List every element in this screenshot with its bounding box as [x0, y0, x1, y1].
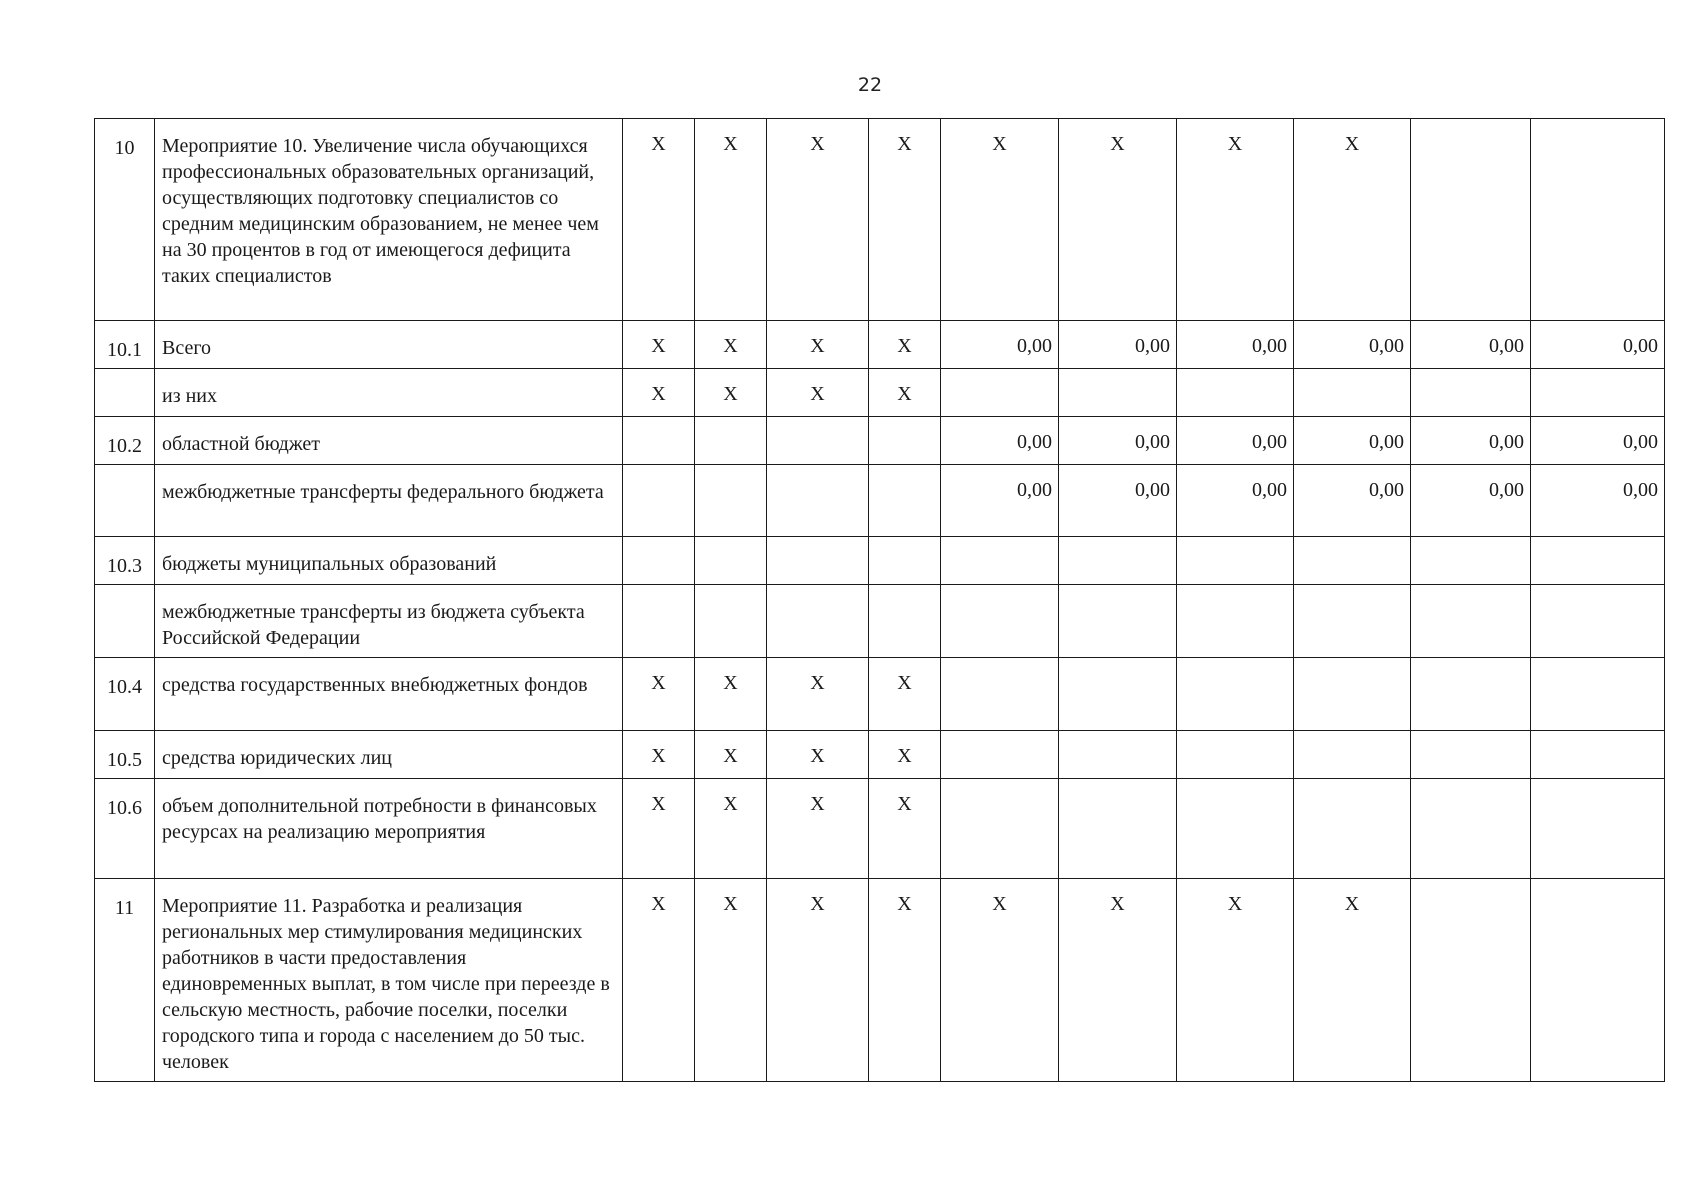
value-cell: 0,00 — [1411, 417, 1531, 465]
empty-cell — [1177, 731, 1294, 779]
empty-cell — [1531, 119, 1665, 321]
value-cell: 0,00 — [1294, 321, 1411, 369]
row-description: межбюджетные трансферты федерального бюджета — [155, 465, 623, 537]
not-applicable-cell: X — [1177, 879, 1294, 1082]
table-row — [95, 585, 1665, 658]
empty-cell — [1411, 779, 1531, 879]
table-row — [95, 119, 1665, 321]
row-number — [95, 465, 155, 537]
row-description: межбюджетные трансферты из бюджета субъекта Российской Федерации — [155, 585, 623, 658]
empty-cell — [1411, 585, 1531, 658]
empty-cell — [1411, 369, 1531, 417]
not-applicable-cell: X — [941, 119, 1059, 321]
not-applicable-cell: X — [695, 321, 767, 369]
value-cell: 0,00 — [1059, 465, 1177, 537]
empty-cell — [1411, 731, 1531, 779]
row-number: 10.1 — [95, 321, 155, 369]
value-cell: 0,00 — [1531, 321, 1665, 369]
value-cell: 0,00 — [1294, 417, 1411, 465]
not-applicable-cell: X — [695, 658, 767, 731]
table-row — [95, 369, 1665, 417]
empty-cell — [767, 585, 869, 658]
not-applicable-cell: X — [767, 119, 869, 321]
empty-cell — [767, 417, 869, 465]
row-description: средства государственных внебюджетных фондов — [155, 658, 623, 731]
value-cell: 0,00 — [1294, 465, 1411, 537]
row-number: 10.3 — [95, 537, 155, 585]
not-applicable-cell: X — [623, 879, 695, 1082]
not-applicable-cell: X — [869, 119, 941, 321]
value-cell: 0,00 — [1177, 465, 1294, 537]
value-cell: 0,00 — [1411, 465, 1531, 537]
empty-cell — [1294, 537, 1411, 585]
row-description: средства юридических лиц — [155, 731, 623, 779]
empty-cell — [1059, 369, 1177, 417]
empty-cell — [695, 585, 767, 658]
row-number: 10.4 — [95, 658, 155, 731]
value-cell: 0,00 — [1059, 417, 1177, 465]
empty-cell — [1177, 537, 1294, 585]
not-applicable-cell: X — [767, 369, 869, 417]
value-cell: 0,00 — [1177, 321, 1294, 369]
empty-cell — [1059, 779, 1177, 879]
empty-cell — [1059, 585, 1177, 658]
value-cell: 0,00 — [1059, 321, 1177, 369]
table-row — [95, 321, 1665, 369]
empty-cell — [941, 658, 1059, 731]
empty-cell — [1059, 658, 1177, 731]
empty-cell — [1059, 537, 1177, 585]
row-number: 10.6 — [95, 779, 155, 879]
not-applicable-cell: X — [869, 369, 941, 417]
not-applicable-cell: X — [623, 119, 695, 321]
table-row — [95, 731, 1665, 779]
page-number: 22 — [857, 74, 883, 96]
not-applicable-cell: X — [695, 879, 767, 1082]
table-row — [95, 537, 1665, 585]
empty-cell — [1531, 731, 1665, 779]
not-applicable-cell: X — [1177, 119, 1294, 321]
empty-cell — [1531, 658, 1665, 731]
table-body — [95, 119, 1665, 1082]
row-number — [95, 369, 155, 417]
empty-cell — [941, 779, 1059, 879]
empty-cell — [869, 585, 941, 658]
not-applicable-cell: X — [767, 321, 869, 369]
empty-cell — [1177, 585, 1294, 658]
not-applicable-cell: X — [695, 779, 767, 879]
empty-cell — [767, 465, 869, 537]
empty-cell — [695, 537, 767, 585]
row-number — [95, 585, 155, 658]
not-applicable-cell: X — [623, 321, 695, 369]
not-applicable-cell: X — [695, 731, 767, 779]
empty-cell — [1531, 585, 1665, 658]
table-row — [95, 658, 1665, 731]
not-applicable-cell: X — [767, 879, 869, 1082]
row-number: 11 — [95, 879, 155, 1082]
empty-cell — [941, 731, 1059, 779]
empty-cell — [869, 465, 941, 537]
empty-cell — [1531, 369, 1665, 417]
value-cell: 0,00 — [941, 417, 1059, 465]
not-applicable-cell: X — [941, 879, 1059, 1082]
empty-cell — [1294, 658, 1411, 731]
not-applicable-cell: X — [1059, 119, 1177, 321]
empty-cell — [1294, 585, 1411, 658]
row-description: Мероприятие 11. Разработка и реализация региональных мер стимулирования медицинских работников в части предоставления единовременных выплат, в том числе при переезде в сельскую местность, рабочие поселки, поселки городского типа и города с населением до 50 тыс. человек — [155, 879, 623, 1082]
empty-cell — [1531, 537, 1665, 585]
empty-cell — [1411, 658, 1531, 731]
row-description: Мероприятие 10. Увеличение числа обучающихся профессиональных образовательных организаций, осуществляющих подготовку специалистов со средним медицинским образованием, не менее чем на 30 процентов в год от имеющегося дефицита таких специалистов — [155, 119, 623, 321]
not-applicable-cell: X — [695, 119, 767, 321]
row-description: областной бюджет — [155, 417, 623, 465]
value-cell: 0,00 — [1411, 321, 1531, 369]
not-applicable-cell: X — [1294, 119, 1411, 321]
row-description: из них — [155, 369, 623, 417]
value-cell: 0,00 — [1531, 465, 1665, 537]
empty-cell — [1294, 369, 1411, 417]
table-row — [95, 879, 1665, 1082]
not-applicable-cell: X — [623, 731, 695, 779]
row-description: Всего — [155, 321, 623, 369]
empty-cell — [1177, 369, 1294, 417]
not-applicable-cell: X — [869, 879, 941, 1082]
not-applicable-cell: X — [869, 731, 941, 779]
row-number: 10 — [95, 119, 155, 321]
empty-cell — [1059, 731, 1177, 779]
empty-cell — [1531, 879, 1665, 1082]
empty-cell — [1411, 879, 1531, 1082]
row-description: бюджеты муниципальных образований — [155, 537, 623, 585]
empty-cell — [623, 465, 695, 537]
empty-cell — [623, 585, 695, 658]
empty-cell — [869, 417, 941, 465]
not-applicable-cell: X — [623, 779, 695, 879]
empty-cell — [941, 369, 1059, 417]
empty-cell — [869, 537, 941, 585]
not-applicable-cell: X — [695, 369, 767, 417]
not-applicable-cell: X — [1294, 879, 1411, 1082]
empty-cell — [1294, 731, 1411, 779]
not-applicable-cell: X — [623, 658, 695, 731]
not-applicable-cell: X — [1059, 879, 1177, 1082]
empty-cell — [623, 537, 695, 585]
row-number: 10.5 — [95, 731, 155, 779]
budget-table — [94, 118, 1665, 1082]
not-applicable-cell: X — [767, 731, 869, 779]
empty-cell — [767, 537, 869, 585]
empty-cell — [941, 585, 1059, 658]
empty-cell — [1411, 537, 1531, 585]
empty-cell — [1177, 779, 1294, 879]
empty-cell — [1531, 779, 1665, 879]
table-row — [95, 465, 1665, 537]
not-applicable-cell: X — [869, 779, 941, 879]
empty-cell — [623, 417, 695, 465]
not-applicable-cell: X — [767, 658, 869, 731]
empty-cell — [695, 465, 767, 537]
not-applicable-cell: X — [869, 321, 941, 369]
row-description: объем дополнительной потребности в финансовых ресурсах на реализацию мероприятия — [155, 779, 623, 879]
value-cell: 0,00 — [1177, 417, 1294, 465]
empty-cell — [1411, 119, 1531, 321]
empty-cell — [941, 537, 1059, 585]
not-applicable-cell: X — [623, 369, 695, 417]
table-row — [95, 779, 1665, 879]
empty-cell — [1177, 658, 1294, 731]
value-cell: 0,00 — [1531, 417, 1665, 465]
value-cell: 0,00 — [941, 465, 1059, 537]
not-applicable-cell: X — [767, 779, 869, 879]
empty-cell — [695, 417, 767, 465]
table-row — [95, 417, 1665, 465]
not-applicable-cell: X — [869, 658, 941, 731]
empty-cell — [1294, 779, 1411, 879]
value-cell: 0,00 — [941, 321, 1059, 369]
row-number: 10.2 — [95, 417, 155, 465]
